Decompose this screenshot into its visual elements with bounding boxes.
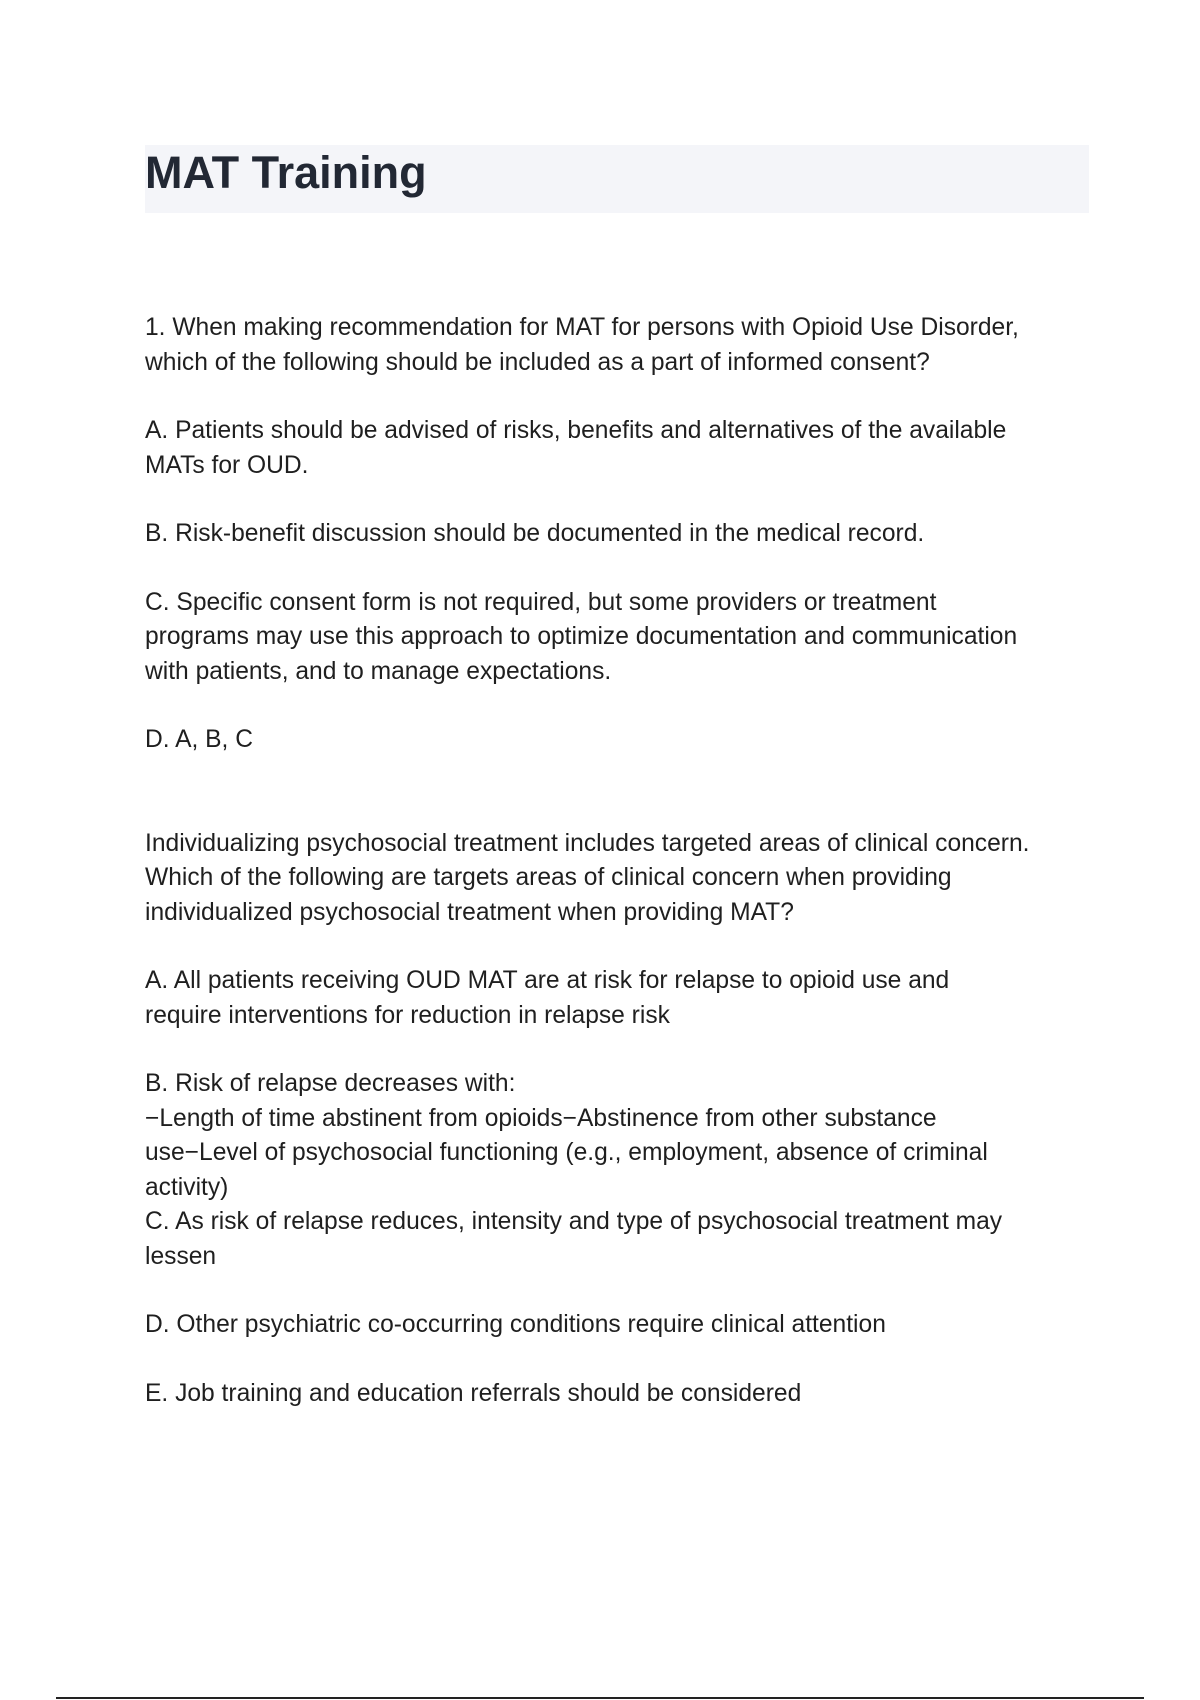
- question-2-option-e: E. Job training and education referrals should be considered: [145, 1379, 802, 1407]
- question-2-text: Individualizing psychosocial treatment includes targeted areas of clinical concern. Which of the following are targets areas of clinical concern when providing individualized psychosocial treatment when providing MAT?: [145, 829, 1030, 926]
- footer-divider: [56, 1697, 1144, 1699]
- question-1-option-a: A. Patients should be advised of risks, benefits and alternatives of the available MATs for OUD.: [145, 417, 1007, 479]
- page-title: MAT Training: [145, 147, 427, 198]
- question-2-option-d: D. Other psychiatric co-occurring conditions require clinical attention: [145, 1311, 886, 1338]
- question-1-option-b: B. Risk-benefit discussion should be documented in the medical record.: [145, 520, 925, 547]
- question-2-option-a: A. All patients receiving OUD MAT are at risk for relapse to opioid use and require interventions for reduction in relapse risk: [145, 967, 950, 1029]
- question-2-option-b-c: B. Risk of relapse decreases with: −Length of time abstinent from opioids−Abstinence from other substance use−Level of psychosocial functioning (e.g., employment, absence of criminal activity) C. As risk of relapse reduces, intensity and type of psychosocial treatment may lessen: [145, 1070, 1003, 1270]
- document-body: [145, 311, 1095, 1411]
- question-1-option-c: C. Specific consent form is not required, but some providers or treatment programs may use this approach to optimize documentation and communication with patients, and to manage expectations.: [145, 588, 1018, 685]
- question-1-text: 1. When making recommendation for MAT for persons with Opioid Use Disorder, which of the following should be included as a part of informed consent?: [145, 314, 1019, 376]
- question-1-option-d: D. A, B, C: [145, 726, 253, 753]
